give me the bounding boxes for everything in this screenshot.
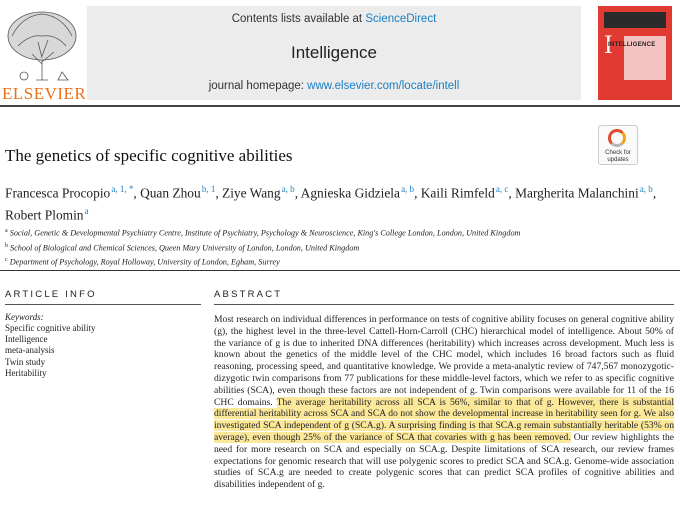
keyword-item: Heritability — [5, 367, 47, 378]
author-affil-marker[interactable]: a, 1, * — [111, 184, 134, 194]
sciencedirect-link[interactable]: ScienceDirect — [365, 13, 437, 25]
cover-bar — [604, 12, 666, 28]
abstract-heading: ABSTRACT — [214, 289, 283, 300]
author-list: Francesca Procopio $^{a, 1, *}$, Quan Zhou $^{b, 1}$, Ziye Wang $^{a, b}$, Agnieska Gidziela $^{a, b}$, Kaili Rimfeld $^{a, c}$, Margherita Malanchini $^{a, b}$, Robert Plomin $^a$ — [5, 184, 657, 223]
article-info-heading: ARTICLE INFO — [5, 289, 97, 300]
keyword-item: Intelligence — [5, 334, 48, 345]
abstract-highlight[interactable]: The average heritability across all SCA is 56%, similar to that of g. However, there is substantial differential heritability across SCA and SCA do not show the developmental increase in heritability seen for g. We also investigated SCA independent of g (SCA.g). A surprising finding is that SCA.g remain substantially heritable (53% on average), even though 25% of the variance of SCA that covaries with g has been removed. — [214, 396, 674, 443]
author-name[interactable]: Francesca Procopio — [5, 185, 111, 201]
keywords-label: Keywords: — [5, 312, 44, 322]
author-name[interactable]: Agnieska Gidziela — [300, 185, 400, 201]
keyword-item: meta-analysis — [5, 345, 55, 356]
affiliation-item: $^a$ Social, Genetic & Developmental Psychiatry Centre, Institute of Psychiatry, Psychology & Neuroscience, King's College London, London, United Kingdom — [5, 228, 521, 238]
author-name[interactable]: Ziye Wang — [222, 185, 281, 201]
keyword-item: Specific cognitive ability — [5, 323, 96, 333]
affiliations — [5, 225, 675, 269]
author-name[interactable]: Robert Plomin — [5, 207, 84, 223]
article-title: The genetics of specific cognitive abilities — [5, 146, 293, 165]
abstract-body: Most research on individual differences in performance on tests of cognitive ability focuses on general cognitive ability (g), the highest level in the three-level Cattell-Horn-Carroll (CHC) hierarchical model of intelligence. About 50% of the variance of g is due to inherited DNA differences (heritability) which increases across development. Much less is known about the genetics of the middle level of the CHC model, which includes 16 broad factors such as fluid reasoning, processing speed, and quantitative knowledge. We provide a meta-analytic review of 747,567 monozygotic-dizygotic twin comparisons from 77 publications for these middle-level factors, which we refer to as specific cognitive abilities (SCA), even though these factors are not independent of g. Twin comparisons were available for 11 of the 16 CHC domains. — [214, 314, 674, 408]
keywords-list — [5, 323, 95, 379]
author-affil-marker[interactable]: b, 1 — [201, 184, 216, 194]
author-name[interactable]: Kaili Rimfeld — [420, 185, 495, 201]
homepage-prefix: journal homepage: — [208, 80, 308, 92]
journal-name[interactable]: Intelligence — [290, 43, 377, 62]
abstract-tail: Our review highlights the need for more research on SCA and especially on SCA.g. Despite limitations of SCA research, our review frames expectations for genomic research that will use polygenic scores to predict SCA and SCA.g. Genome-wide association studies of SCA.g are needed to create polygenic scores that can predict SCA profiles of cognitive abilities and disabilities independent of g. — [214, 431, 675, 491]
affiliation-item: $^c$ Department of Psychology, Royal Holloway, University of London, Egham, Surrey — [5, 257, 280, 268]
author-name[interactable]: Margherita Malanchini — [515, 185, 639, 201]
header-rule — [0, 105, 680, 107]
article-info-rule — [5, 304, 201, 305]
author-affil-marker[interactable]: a, c — [495, 184, 509, 194]
cover-letter: I — [604, 30, 613, 59]
journal-homepage-link[interactable]: www.elsevier.com/locate/intell — [307, 80, 460, 92]
check-for-updates-button[interactable] — [598, 125, 638, 165]
author-name[interactable]: Quan Zhou — [140, 185, 201, 201]
author-affil-marker[interactable]: a — [84, 206, 89, 217]
elsevier-wordmark[interactable]: ELSEVIER — [2, 84, 87, 103]
abstract-text — [214, 314, 674, 491]
section-rule — [0, 270, 680, 271]
keyword-item: Twin study — [5, 356, 46, 367]
contents-prefix: Contents lists available at — [231, 13, 366, 25]
author-affil-marker[interactable]: a, b — [639, 184, 653, 194]
author-affil-marker[interactable]: a, b — [281, 184, 295, 194]
abstract-rule — [214, 304, 674, 305]
contents-line — [87, 13, 581, 25]
journal-cover-image[interactable] — [598, 6, 672, 100]
check-updates-label: Check for updates — [605, 150, 631, 163]
author-affil-marker[interactable]: a, b — [401, 184, 415, 194]
cover-title: INTELLIGENCE — [608, 42, 656, 48]
check-updates-icon — [608, 129, 626, 147]
homepage-line — [87, 80, 581, 92]
affiliation-item: $^b$ School of Biological and Chemical Sciences, Queen Mary University of London, London, United Kingdom — [5, 242, 360, 253]
